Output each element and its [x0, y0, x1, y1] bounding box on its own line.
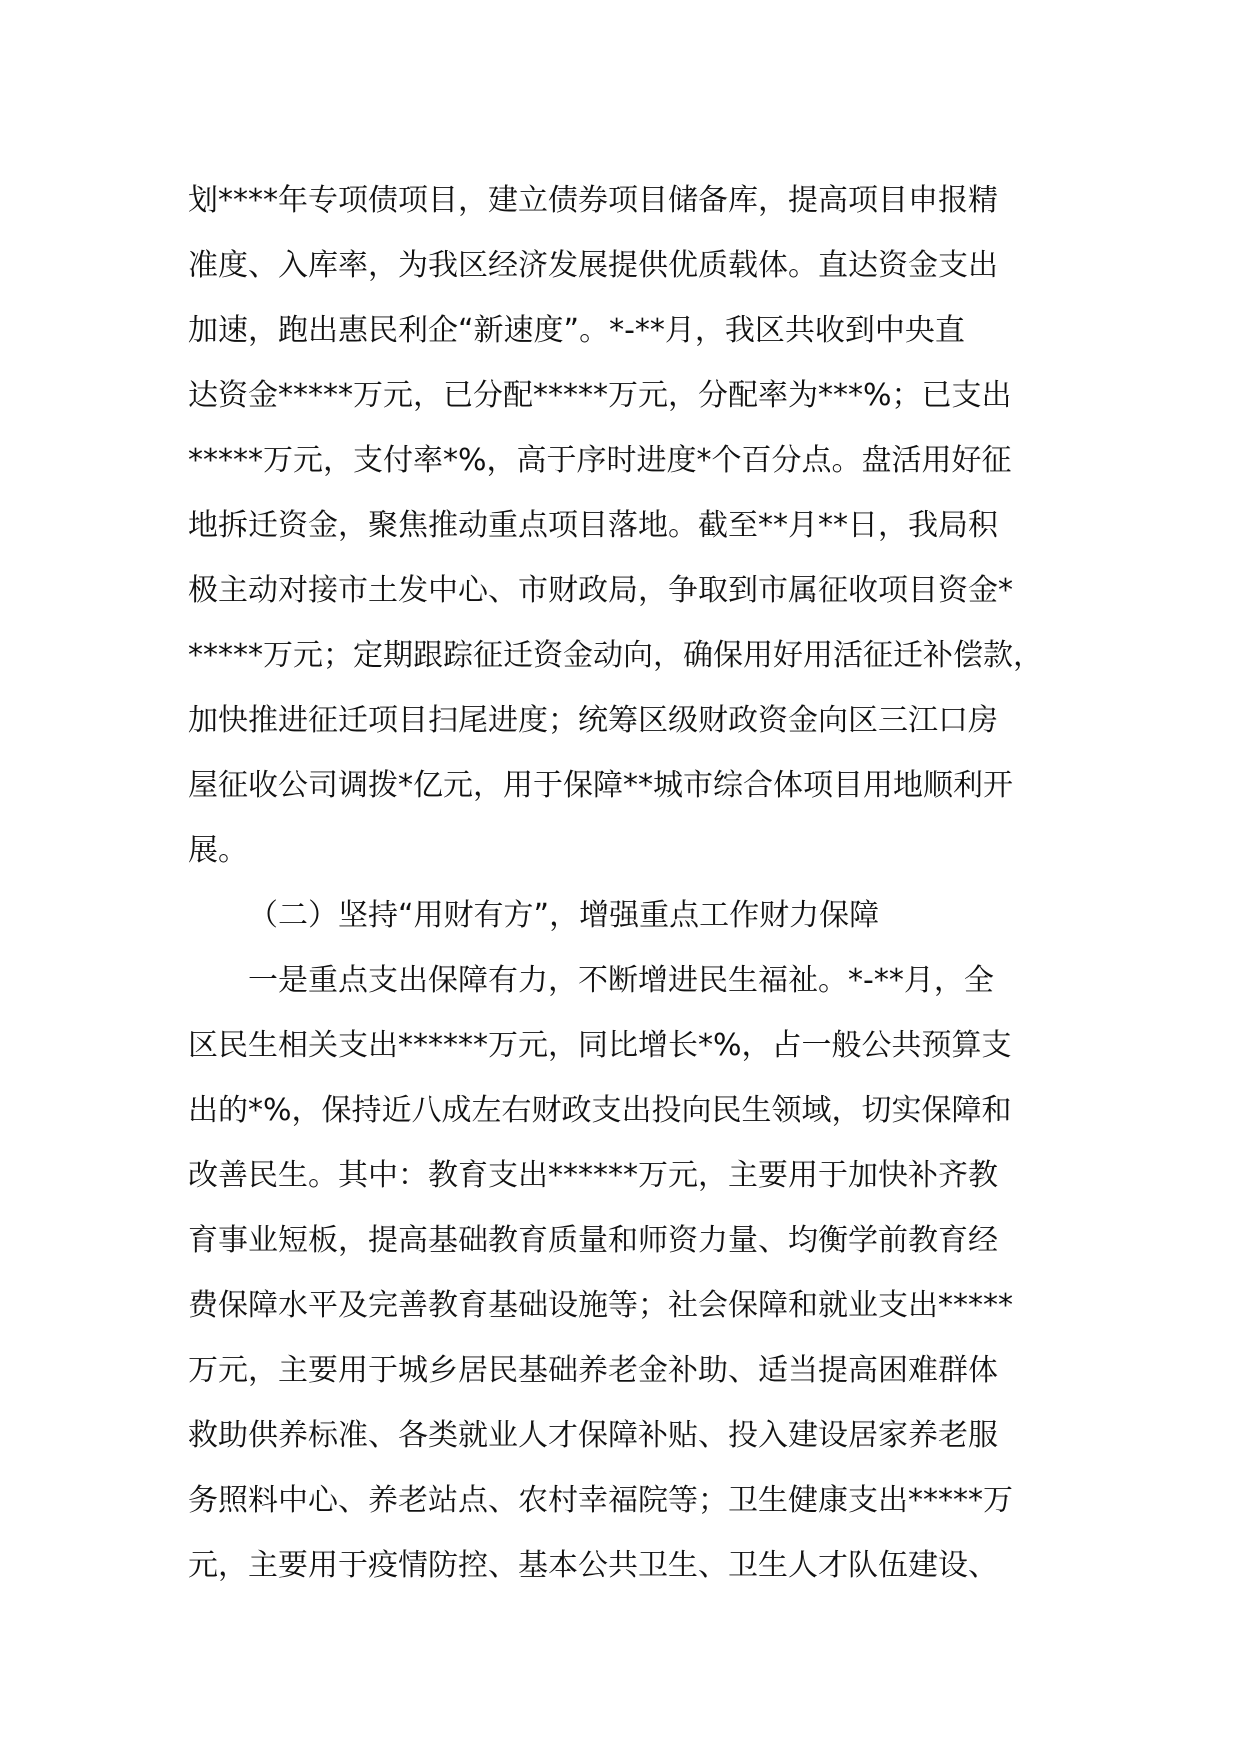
text-line: 极主动对接市土发中心、市财政局，争取到市属征收项目资金* [188, 573, 1013, 608]
text-line: 准度、入库率，为我区经济发展提供优质载体。直达资金支出 [188, 248, 998, 283]
text-line: *****万元；定期跟踪征迁资金动向，确保用好用活征迁补偿款， [188, 638, 1043, 673]
text-line: 费保障水平及完善教育基础设施等；社会保障和就业支出***** [188, 1288, 1013, 1323]
text-line: 育事业短板，提高基础教育质量和师资力量、均衡学前教育经 [188, 1223, 998, 1258]
text-line: 加速，跑出惠民利企“新速度”。*-**月，我区共收到中央直 [188, 313, 965, 348]
section-heading: （二）坚持“用财有方”，增强重点工作财力保障 [248, 898, 880, 933]
text-line: 万元，主要用于城乡居民基础养老金补助、适当提高困难群体 [188, 1353, 998, 1388]
text-line: 地拆迁资金，聚焦推动重点项目落地。截至**月**日，我局积 [188, 508, 998, 543]
text-line: 救助供养标准、各类就业人才保障补贴、投入建设居家养老服 [188, 1418, 998, 1453]
text-line: 改善民生。其中：教育支出******万元，主要用于加快补齐教 [188, 1158, 998, 1193]
paragraph [188, 948, 1088, 1598]
text-line: 区民生相关支出******万元，同比增长*%，占一般公共预算支 [188, 1028, 1012, 1063]
text-line: 一是重点支出保障有力，不断增进民生福祉。*-**月，全 [248, 963, 994, 998]
text-line: *****万元，支付率*%，高于序时进度*个百分点。盘活用好征 [188, 443, 1012, 478]
text-line: 出的*%，保持近八成左右财政支出投向民生领域，切实保障和 [188, 1093, 1012, 1128]
text-line: 元，主要用于疫情防控、基本公共卫生、卫生人才队伍建设、 [188, 1548, 998, 1583]
text-line: 划****年专项债项目，建立债券项目储备库，提高项目申报精 [188, 183, 998, 218]
text-line: 加快推进征迁项目扫尾进度；统筹区级财政资金向区三江口房 [188, 703, 998, 738]
text-line: 达资金*****万元，已分配*****万元，分配率为***%；已支出 [188, 378, 1012, 413]
text-line: 屋征收公司调拨*亿元，用于保障**城市综合体项目用地顺利开 [188, 768, 1013, 803]
text-line: 务照料中心、养老站点、农村幸福院等；卫生健康支出*****万 [188, 1483, 1013, 1518]
document-body [188, 168, 1088, 1598]
paragraph-continued [188, 168, 1088, 883]
text-line: 展。 [188, 833, 248, 868]
